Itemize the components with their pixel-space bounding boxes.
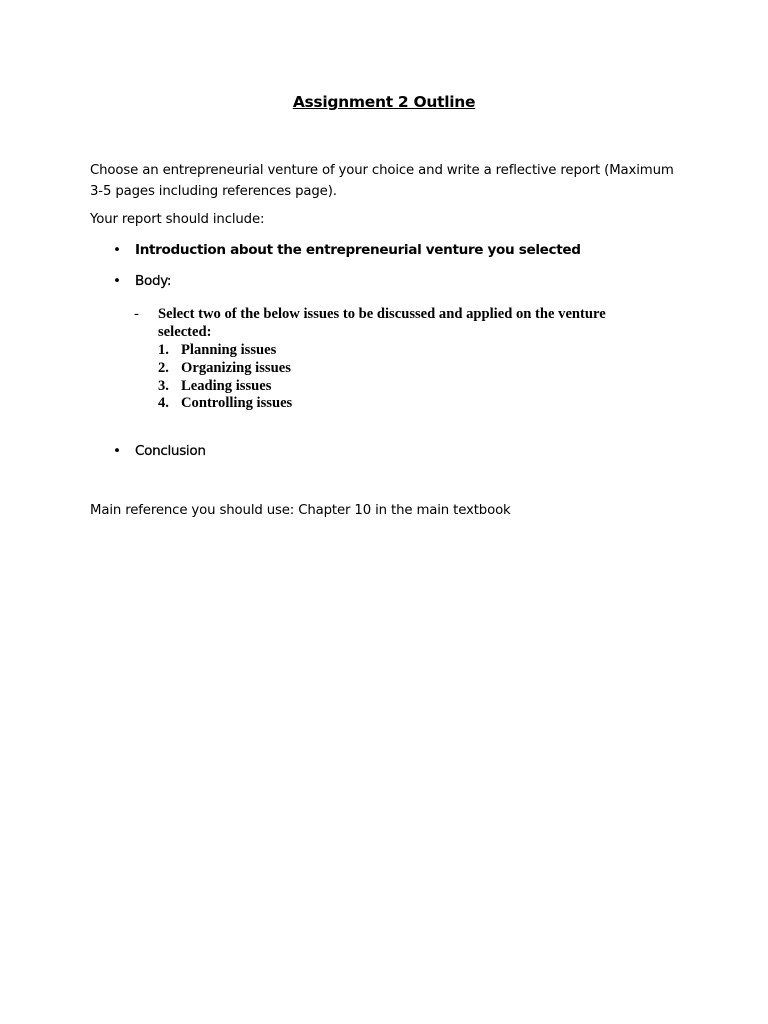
list-number: 4. bbox=[158, 395, 169, 412]
list-number: 3. bbox=[158, 377, 169, 394]
list-number: 2. bbox=[158, 359, 169, 376]
reference-line: Main reference you should use: Chapter 10 in the main textbook bbox=[90, 503, 511, 518]
bullet-marker: • bbox=[113, 273, 121, 289]
list-text: Leading issues bbox=[181, 377, 272, 394]
list-text: Organizing issues bbox=[181, 359, 291, 376]
document-title: Assignment 2 Outline bbox=[292, 93, 476, 111]
list-text: Planning issues bbox=[181, 342, 277, 358]
bullet-text: Introduction about the entrepreneurial venture you selected bbox=[135, 242, 581, 258]
bullet-introduction bbox=[113, 242, 581, 258]
list-text: Controlling issues bbox=[181, 395, 293, 412]
dash-marker: - bbox=[134, 306, 139, 322]
bullet-marker: • bbox=[113, 242, 121, 258]
intro-paragraph: Choose an entrepreneurial venture of your choice and write a reflective report (Maximum 3-5 pages including references page). bbox=[90, 163, 674, 199]
sub-item-text: Select two of the below issues to be discussed and applied on the venture selected: bbox=[158, 306, 606, 340]
list-number: 1. bbox=[158, 342, 169, 358]
list-item bbox=[158, 378, 292, 396]
bullet-body bbox=[113, 273, 171, 289]
list-item bbox=[158, 360, 292, 378]
bullet-text: Conclusion bbox=[135, 443, 206, 459]
bullet-conclusion bbox=[113, 443, 206, 459]
bullet-text: Body: bbox=[135, 273, 172, 289]
include-line: Your report should include: bbox=[90, 212, 265, 227]
list-item bbox=[158, 395, 292, 413]
issues-list bbox=[158, 342, 292, 413]
list-item bbox=[158, 342, 292, 360]
bullet-marker: • bbox=[113, 443, 121, 459]
